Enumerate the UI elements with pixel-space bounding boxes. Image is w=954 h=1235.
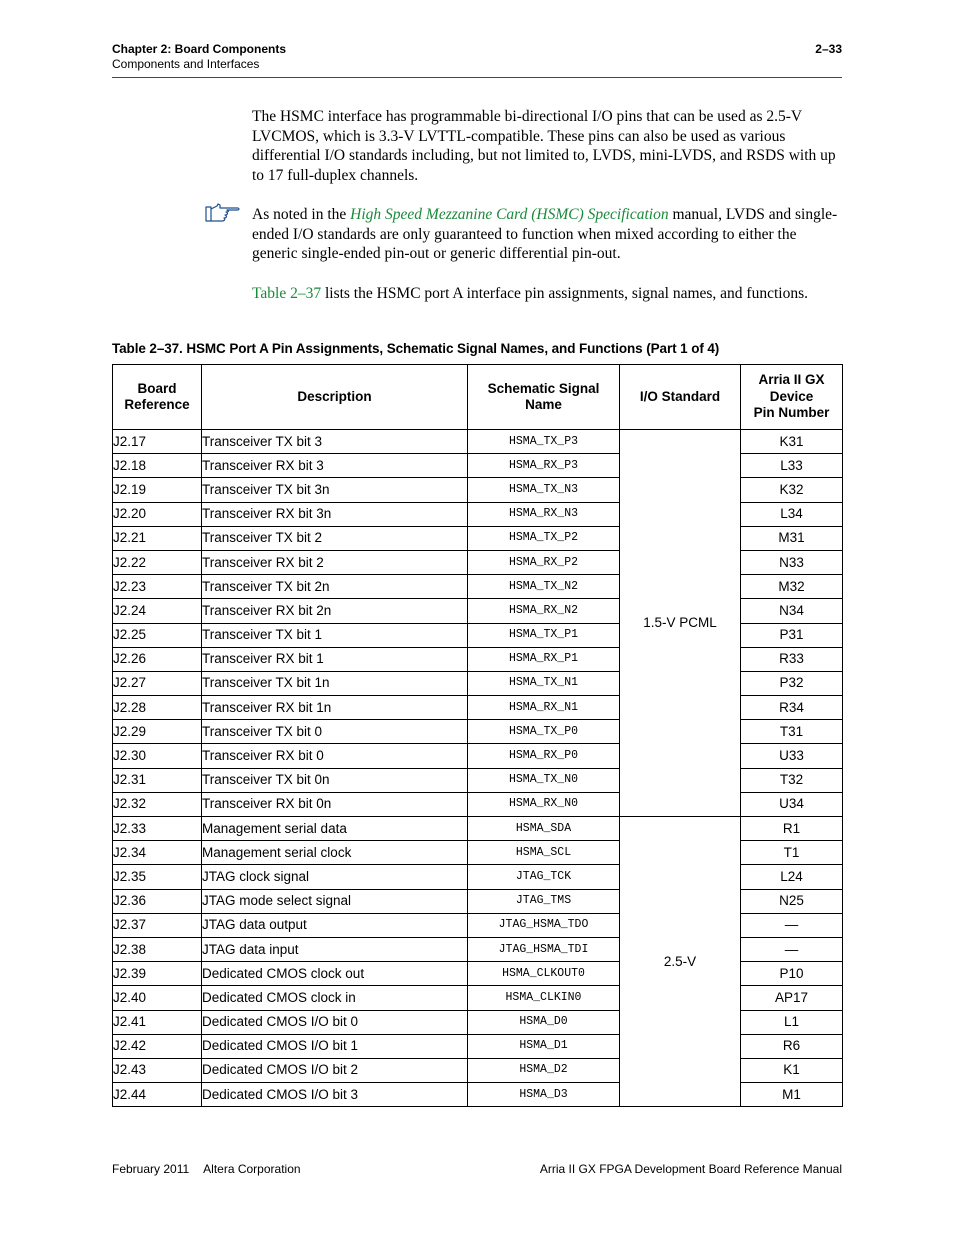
page-footer: [112, 1162, 842, 1176]
description-cell: Dedicated CMOS clock out: [202, 962, 468, 986]
board-reference-cell: J2.24: [113, 599, 202, 623]
description-cell: Dedicated CMOS I/O bit 3: [202, 1083, 468, 1107]
device-pin-cell: L34: [741, 502, 843, 526]
board-reference-cell: J2.30: [113, 744, 202, 768]
signal-name-cell: HSMA_TX_N1: [468, 671, 620, 695]
board-reference-cell: J2.38: [113, 937, 202, 961]
board-reference-cell: J2.18: [113, 454, 202, 478]
device-pin-cell: T32: [741, 768, 843, 792]
device-pin-cell: AP17: [741, 986, 843, 1010]
table-reference-text: lists the HSMC port A interface pin assignments, signal names, and functions.: [321, 285, 808, 302]
signal-name-cell: JTAG_HSMA_TDI: [468, 937, 620, 961]
description-cell: Transceiver RX bit 1n: [202, 696, 468, 720]
device-pin-cell: R6: [741, 1034, 843, 1058]
device-pin-cell: N33: [741, 550, 843, 574]
table-body: [113, 430, 843, 1107]
description-cell: Dedicated CMOS I/O bit 2: [202, 1058, 468, 1082]
io-standard-cell: 2.5-V: [620, 817, 741, 1107]
description-cell: Transceiver TX bit 2: [202, 526, 468, 550]
device-pin-cell: T1: [741, 841, 843, 865]
board-reference-cell: J2.41: [113, 1010, 202, 1034]
signal-name-cell: HSMA_D0: [468, 1010, 620, 1034]
description-cell: Transceiver TX bit 0: [202, 720, 468, 744]
description-cell: Transceiver TX bit 2n: [202, 575, 468, 599]
signal-name-cell: HSMA_TX_N0: [468, 768, 620, 792]
description-cell: JTAG data input: [202, 937, 468, 961]
col-device-pin: Arria II GX Device Pin Number: [741, 365, 843, 430]
description-cell: Management serial data: [202, 817, 468, 841]
board-reference-cell: J2.26: [113, 647, 202, 671]
signal-name-cell: HSMA_TX_P2: [468, 526, 620, 550]
table-caption: Table 2–37. HSMC Port A Pin Assignments, Schematic Signal Names, and Functions (Part 1 of 4): [112, 341, 720, 356]
device-pin-cell: K31: [741, 430, 843, 454]
description-cell: Transceiver RX bit 3n: [202, 502, 468, 526]
description-cell: Dedicated CMOS clock in: [202, 986, 468, 1010]
device-pin-cell: P31: [741, 623, 843, 647]
description-cell: Dedicated CMOS I/O bit 1: [202, 1034, 468, 1058]
signal-name-cell: JTAG_HSMA_TDO: [468, 913, 620, 937]
signal-name-cell: HSMA_D1: [468, 1034, 620, 1058]
signal-name-cell: HSMA_TX_P3: [468, 430, 620, 454]
board-reference-cell: J2.39: [113, 962, 202, 986]
note-paragraph: [252, 205, 842, 264]
device-pin-cell: U34: [741, 792, 843, 816]
table-reference-paragraph: [252, 284, 842, 304]
device-pin-cell: R1: [741, 817, 843, 841]
header-rule: [112, 77, 842, 78]
device-pin-cell: —: [741, 937, 843, 961]
device-pin-cell: N25: [741, 889, 843, 913]
board-reference-cell: J2.35: [113, 865, 202, 889]
signal-name-cell: HSMA_TX_P1: [468, 623, 620, 647]
signal-name-cell: HSMA_TX_N3: [468, 478, 620, 502]
io-standard-cell: 1.5-V PCML: [620, 430, 741, 817]
board-reference-cell: J2.40: [113, 986, 202, 1010]
table-2-37-link[interactable]: Table 2–37: [252, 285, 322, 302]
signal-name-cell: HSMA_D3: [468, 1083, 620, 1107]
device-pin-cell: R33: [741, 647, 843, 671]
board-reference-cell: J2.22: [113, 550, 202, 574]
table-row: [113, 430, 843, 454]
signal-name-cell: HSMA_RX_N3: [468, 502, 620, 526]
signal-name-cell: HSMA_RX_N0: [468, 792, 620, 816]
col-schematic-signal: Schematic Signal Name: [468, 365, 620, 430]
description-cell: JTAG data output: [202, 913, 468, 937]
description-cell: Transceiver RX bit 0n: [202, 792, 468, 816]
signal-name-cell: HSMA_RX_P3: [468, 454, 620, 478]
board-reference-cell: J2.33: [113, 817, 202, 841]
board-reference-cell: J2.34: [113, 841, 202, 865]
signal-name-cell: HSMA_TX_N2: [468, 575, 620, 599]
board-reference-cell: J2.19: [113, 478, 202, 502]
device-pin-cell: U33: [741, 744, 843, 768]
signal-name-cell: HSMA_CLKOUT0: [468, 962, 620, 986]
device-pin-cell: N34: [741, 599, 843, 623]
board-reference-cell: J2.21: [113, 526, 202, 550]
signal-name-cell: HSMA_RX_P2: [468, 550, 620, 574]
device-pin-cell: K32: [741, 478, 843, 502]
description-cell: Transceiver RX bit 2: [202, 550, 468, 574]
board-reference-cell: J2.17: [113, 430, 202, 454]
description-cell: Dedicated CMOS I/O bit 0: [202, 1010, 468, 1034]
board-reference-cell: J2.43: [113, 1058, 202, 1082]
note-text-after: manual, LVDS and single-ended I/O standards are only guaranteed to function when mixed according to either the generic single-ended pin-out or generic differential pin-out.: [252, 206, 838, 262]
description-cell: Transceiver TX bit 3n: [202, 478, 468, 502]
signal-name-cell: JTAG_TMS: [468, 889, 620, 913]
description-cell: Management serial clock: [202, 841, 468, 865]
page-header: [112, 42, 842, 72]
device-pin-cell: M32: [741, 575, 843, 599]
device-pin-cell: T31: [741, 720, 843, 744]
signal-name-cell: HSMA_RX_N1: [468, 696, 620, 720]
signal-name-cell: HSMA_D2: [468, 1058, 620, 1082]
signal-name-cell: HSMA_RX_P0: [468, 744, 620, 768]
board-reference-cell: J2.44: [113, 1083, 202, 1107]
board-reference-cell: J2.20: [113, 502, 202, 526]
col-description: Description: [202, 365, 468, 430]
device-pin-cell: P32: [741, 671, 843, 695]
pin-assignment-table: [112, 364, 843, 1107]
board-reference-cell: J2.36: [113, 889, 202, 913]
description-cell: Transceiver TX bit 3: [202, 430, 468, 454]
description-cell: Transceiver RX bit 3: [202, 454, 468, 478]
chapter-title: Chapter 2: Board Components: [112, 42, 287, 56]
device-pin-cell: M31: [741, 526, 843, 550]
signal-name-cell: HSMA_RX_N2: [468, 599, 620, 623]
footer-date: February 2011: [112, 1162, 190, 1176]
device-pin-cell: —: [741, 913, 843, 937]
device-pin-cell: L33: [741, 454, 843, 478]
col-board-reference: Board Reference: [113, 365, 202, 430]
description-cell: Transceiver RX bit 2n: [202, 599, 468, 623]
description-cell: Transceiver RX bit 1: [202, 647, 468, 671]
hsmc-specification-link[interactable]: High Speed Mezzanine Card (HSMC) Specification: [350, 206, 669, 223]
col-io-standard: I/O Standard: [620, 365, 741, 430]
description-cell: Transceiver TX bit 1: [202, 623, 468, 647]
pointing-hand-icon: [205, 203, 241, 223]
board-reference-cell: J2.27: [113, 671, 202, 695]
description-cell: Transceiver TX bit 1n: [202, 671, 468, 695]
table-header-row: [113, 365, 843, 430]
board-reference-cell: J2.25: [113, 623, 202, 647]
footer-company: Altera Corporation: [203, 1162, 301, 1176]
signal-name-cell: HSMA_TX_P0: [468, 720, 620, 744]
device-pin-cell: L24: [741, 865, 843, 889]
intro-paragraph: The HSMC interface has programmable bi-directional I/O pins that can be used as 2.5-V LVCMOS, which is 3.3-V LVTTL-compatible. These pins can also be used as various differential I/O standards including, but not limited to, LVDS, mini-LVDS, and RSDS with up to 17 full-duplex channels.: [252, 108, 836, 184]
board-reference-cell: J2.42: [113, 1034, 202, 1058]
signal-name-cell: HSMA_SCL: [468, 841, 620, 865]
note-text-before: As noted in the: [252, 206, 351, 223]
signal-name-cell: HSMA_SDA: [468, 817, 620, 841]
signal-name-cell: HSMA_CLKIN0: [468, 986, 620, 1010]
section-title: Components and Interfaces: [112, 57, 260, 71]
page-number: 2–33: [815, 42, 842, 56]
device-pin-cell: P10: [741, 962, 843, 986]
board-reference-cell: J2.28: [113, 696, 202, 720]
board-reference-cell: J2.37: [113, 913, 202, 937]
device-pin-cell: L1: [741, 1010, 843, 1034]
board-reference-cell: J2.23: [113, 575, 202, 599]
description-cell: JTAG mode select signal: [202, 889, 468, 913]
device-pin-cell: R34: [741, 696, 843, 720]
signal-name-cell: HSMA_RX_P1: [468, 647, 620, 671]
description-cell: JTAG clock signal: [202, 865, 468, 889]
board-reference-cell: J2.32: [113, 792, 202, 816]
description-cell: Transceiver TX bit 0n: [202, 768, 468, 792]
device-pin-cell: M1: [741, 1083, 843, 1107]
signal-name-cell: JTAG_TCK: [468, 865, 620, 889]
footer-doc-title: Arria II GX FPGA Development Board Reference Manual: [539, 1162, 842, 1176]
table-row: [113, 817, 843, 841]
description-cell: Transceiver RX bit 0: [202, 744, 468, 768]
device-pin-cell: K1: [741, 1058, 843, 1082]
board-reference-cell: J2.29: [113, 720, 202, 744]
board-reference-cell: J2.31: [113, 768, 202, 792]
